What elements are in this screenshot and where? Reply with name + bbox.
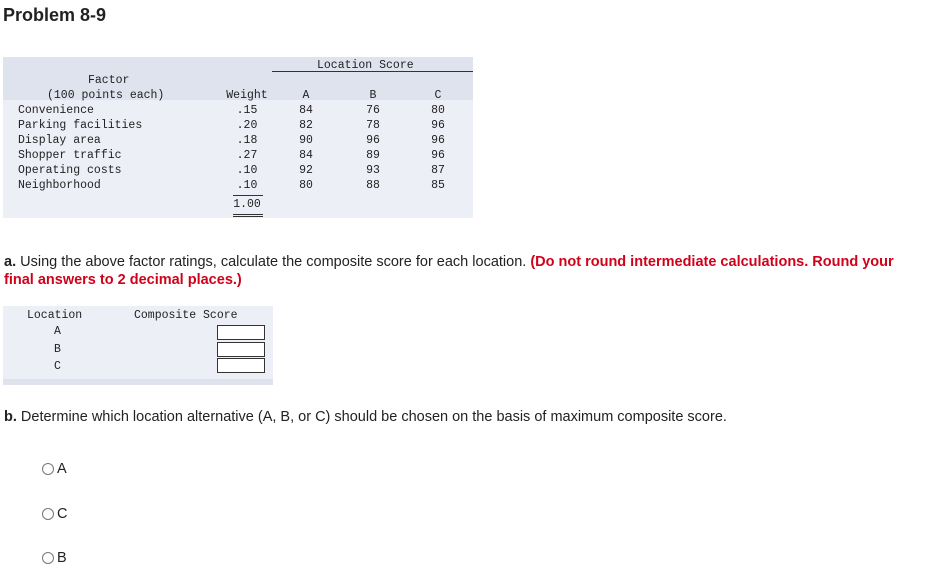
header-rule [272, 71, 473, 72]
composite-score-input-a[interactable] [217, 325, 265, 340]
weight-total: 1.00 [233, 198, 261, 211]
question-b-text: Determine which location alternative (A, B, or C) should be chosen on the basis of maximum composite score. [16, 409, 727, 425]
composite-score-input-b[interactable] [217, 342, 265, 357]
score-b: 78 [366, 119, 380, 132]
score-b: 76 [366, 104, 380, 117]
score-c: 85 [431, 179, 445, 192]
score-a: 84 [299, 104, 313, 117]
score-c: 96 [431, 134, 445, 147]
location-label: B [54, 343, 61, 356]
question-a-prefix: a. [4, 254, 17, 270]
question-b-prefix: b. [4, 409, 17, 425]
weight-header: Weight [226, 89, 268, 102]
weight-value: .18 [236, 134, 258, 147]
location-score-header: Location Score [317, 59, 414, 72]
score-a: 90 [299, 134, 313, 147]
question-a [4, 253, 924, 289]
col-a-header: A [302, 89, 310, 102]
weight-value: .15 [236, 104, 258, 117]
factor-label: Display area [18, 134, 101, 147]
factor-label: Operating costs [18, 164, 122, 177]
location-label: A [54, 325, 61, 338]
score-c: 96 [431, 149, 445, 162]
factor-label: Parking facilities [18, 119, 143, 132]
score-a: 82 [299, 119, 313, 132]
question-b [4, 409, 727, 425]
location-header: Location [27, 309, 83, 322]
question-a-text: Using the above factor ratings, calculate the composite score for each location. [16, 254, 531, 270]
location-label: C [54, 360, 61, 373]
score-b: 93 [366, 164, 380, 177]
weight-value: .10 [236, 179, 258, 192]
col-c-header: C [434, 89, 442, 102]
radio-button[interactable] [42, 508, 54, 520]
radio-button[interactable] [42, 552, 54, 564]
score-c: 80 [431, 104, 445, 117]
option-label: B [57, 550, 67, 566]
option-a[interactable] [42, 461, 67, 477]
score-a: 80 [299, 179, 313, 192]
composite-score-input-c[interactable] [217, 358, 265, 373]
factor-table [3, 57, 473, 218]
page-title: Problem 8-9 [3, 5, 107, 25]
score-a: 92 [299, 164, 313, 177]
weight-value: .20 [236, 119, 258, 132]
radio-button[interactable] [42, 463, 54, 475]
score-b: 96 [366, 134, 380, 147]
score-c: 87 [431, 164, 445, 177]
score-c: 96 [431, 119, 445, 132]
factor-label: Shopper traffic [18, 149, 122, 162]
double-sum-rule [233, 214, 263, 217]
sum-rule [233, 195, 263, 196]
factor-header-line1: Factor [88, 74, 130, 87]
factor-label: Neighborhood [18, 179, 101, 192]
weight-value: .10 [236, 164, 258, 177]
composite-table [3, 306, 273, 379]
composite-score-header: Composite Score [134, 309, 238, 322]
factor-header-line2: (100 points each) [47, 89, 165, 102]
factor-label: Convenience [18, 104, 94, 117]
option-b[interactable] [42, 550, 67, 566]
col-b-header: B [369, 89, 377, 102]
score-b: 89 [366, 149, 380, 162]
weight-value: .27 [236, 149, 258, 162]
score-a: 84 [299, 149, 313, 162]
option-c[interactable] [42, 506, 67, 522]
option-label: A [57, 461, 67, 477]
question-a-instruction: (Do not round intermediate calculations. Round your final answers to 2 decimal places.) [4, 254, 894, 288]
option-label: C [57, 506, 68, 522]
table-footer-band [3, 379, 273, 385]
score-b: 88 [366, 179, 380, 192]
